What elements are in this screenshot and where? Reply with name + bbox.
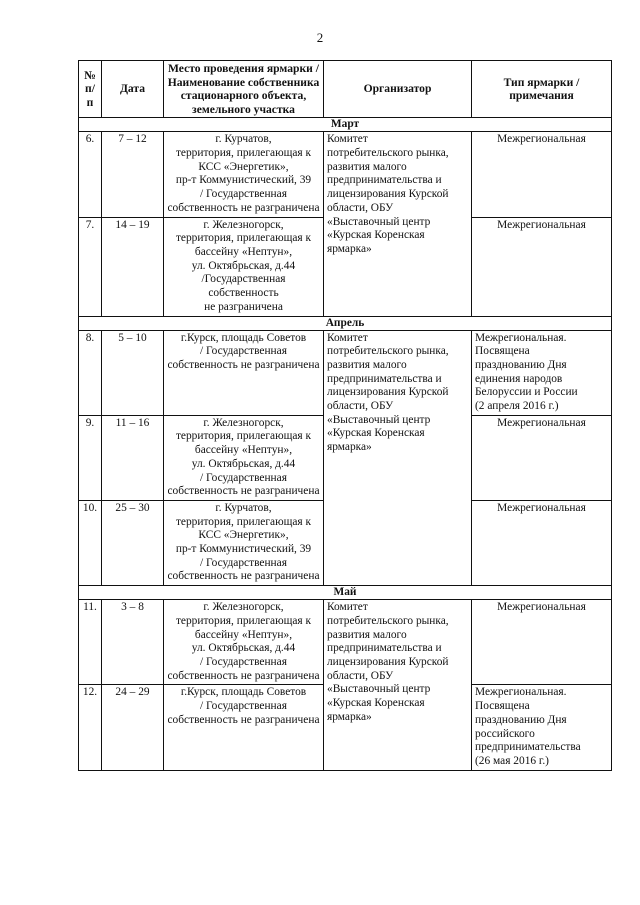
text-line: «Выставочный центр [327, 215, 431, 228]
month-row [79, 316, 612, 330]
text-line: Посвящена [475, 345, 530, 358]
text-line: Межрегиональная [497, 218, 586, 231]
text-line: ул. Октябрьская, д.44 [191, 259, 296, 272]
text-line: Комитет [327, 133, 368, 146]
row-type [472, 132, 612, 217]
row-type [472, 217, 612, 316]
header-date: Дата [102, 61, 164, 118]
row-date: 24 – 29 [102, 685, 164, 770]
row-date: 7 – 12 [102, 132, 164, 217]
text-line: г.Курск, площадь Советов [180, 686, 307, 699]
text-line: празднованию Дня [475, 713, 567, 726]
row-place [164, 132, 324, 217]
text-line: Межрегиональная [497, 501, 586, 514]
text-line: «Курская Коренская [327, 427, 425, 440]
text-line: Белоруссии и России [475, 386, 578, 399]
text-line: празднованию Дня [475, 358, 567, 371]
text-line: Межрегиональная [497, 133, 586, 146]
text-line: Комитет [327, 601, 368, 614]
text-line: собственность не разграничена [167, 713, 320, 726]
text-line: российского [475, 727, 535, 740]
text-line: лицензирования Курской [327, 655, 449, 668]
row-type [472, 600, 612, 685]
table-row [79, 330, 612, 415]
text-line: собственность не разграничена [167, 485, 320, 498]
row-place [164, 330, 324, 415]
text-line: ярмарка» [327, 243, 372, 255]
month-row [79, 118, 612, 132]
text-line: бассейну «Нептун», [194, 444, 293, 457]
header-num: № п/п [79, 61, 102, 118]
page-number: 2 [316, 30, 324, 45]
text-line: бассейну «Нептун», [194, 246, 293, 258]
month-label: Апрель [79, 316, 612, 330]
text-line: ул. Октябрьская, д.44 [191, 457, 296, 470]
text-line: лицензирования Курской [327, 386, 449, 399]
text-line: г.Курск, площадь Советов [180, 331, 307, 344]
text-line: (2 апреля 2016 г.) [475, 400, 559, 413]
text-line: / Государственная [200, 188, 287, 201]
text-line: лицензирования Курской [327, 188, 449, 201]
row-number: 9. [79, 415, 102, 500]
row-number: 8. [79, 330, 102, 415]
text-line: бассейну «Нептун», [194, 628, 293, 641]
text-line: Межрегиональная [497, 601, 586, 614]
text-line: пр-т Коммунистический, 39 [175, 543, 312, 556]
text-line: предпринимательства и [327, 372, 442, 385]
text-line: территория, прилегающая к [175, 147, 312, 160]
text-line: территория, прилегающая к [175, 515, 312, 528]
row-organizer [324, 600, 472, 770]
text-line: не разграничена [204, 300, 283, 313]
text-line: развития малого [327, 358, 407, 371]
text-line: ул. Октябрьская, д.44 [191, 642, 296, 655]
text-line: / Государственная [200, 345, 287, 358]
row-date: 3 – 8 [102, 600, 164, 685]
text-line: пр-т Коммунистический, 39 [175, 174, 312, 187]
text-line: территория, прилегающая к [175, 232, 312, 245]
schedule-body [79, 118, 612, 770]
text-line: / Государственная [200, 700, 287, 713]
row-type [472, 500, 612, 585]
text-line: Межрегиональная. [475, 686, 567, 699]
row-organizer [324, 132, 472, 316]
text-line: Межрегиональная [497, 416, 586, 429]
row-date: 14 – 19 [102, 217, 164, 316]
table-row [79, 600, 612, 685]
text-line: Посвящена [475, 700, 530, 713]
text-line: / Государственная [200, 655, 287, 668]
row-place [164, 415, 324, 500]
text-line: «Курская Коренская [327, 697, 425, 710]
row-date: 5 – 10 [102, 330, 164, 415]
text-line: ярмарка» [327, 441, 372, 454]
text-line: территория, прилегающая к [175, 430, 312, 443]
text-line: развития малого [327, 628, 407, 641]
row-number: 7. [79, 217, 102, 316]
text-line: собственность не разграничена [167, 358, 320, 371]
month-label: Май [79, 586, 612, 600]
table-row [79, 132, 612, 217]
text-line: г. Курчатов, [215, 133, 272, 146]
text-line: предпринимательства и [327, 642, 442, 655]
text-line: территория, прилегающая к [175, 614, 312, 627]
text-line: ярмарка» [327, 710, 372, 723]
text-line: потребительского рынка, [327, 614, 449, 627]
text-line: / Государственная [200, 471, 287, 484]
text-line: «Выставочный центр [327, 413, 431, 426]
row-place [164, 500, 324, 585]
text-line: «Курская Коренская [327, 229, 425, 242]
text-line: потребительского рынка, [327, 345, 449, 358]
text-line: области, ОБУ [327, 201, 394, 214]
month-label: Март [79, 118, 612, 132]
text-line: Комитет [327, 331, 368, 344]
row-place [164, 217, 324, 316]
text-line: области, ОБУ [327, 669, 394, 682]
text-line: г. Железногорск, [203, 416, 284, 429]
row-number: 12. [79, 685, 102, 770]
text-line: единения народов [475, 372, 563, 385]
month-row [79, 586, 612, 600]
row-number: 11. [79, 600, 102, 685]
text-line: (26 мая 2016 г.) [475, 754, 549, 767]
row-type [472, 685, 612, 770]
text-line: собственность не разграничена [167, 570, 320, 583]
text-line: г. Железногорск, [203, 601, 284, 614]
text-line: собственность не разграничена [167, 669, 320, 682]
text-line: г. Железногорск, [203, 218, 284, 231]
text-line: /Государственная собственность [201, 273, 286, 300]
text-line: предпринимательства [475, 741, 581, 754]
header-type: Тип ярмарки / примечания [472, 61, 612, 118]
text-line: КСС «Энергетик», [198, 529, 289, 542]
text-line: развития малого [327, 160, 407, 173]
header-place: Место проведения ярмарки / Наименование собственника стационарного объекта, земельного участка [164, 61, 324, 118]
text-line: г. Курчатов, [215, 501, 272, 514]
row-number: 6. [79, 132, 102, 217]
row-date: 25 – 30 [102, 500, 164, 585]
text-line: / Государственная [200, 556, 287, 569]
text-line: потребительского рынка, [327, 147, 449, 160]
text-line: предпринимательства и [327, 174, 442, 187]
fair-schedule-table [78, 60, 612, 771]
row-type [472, 330, 612, 415]
text-line: КСС «Энергетик», [198, 160, 289, 173]
row-organizer [324, 330, 472, 586]
text-line: «Выставочный центр [327, 683, 431, 696]
text-line: собственность не разграничена [167, 201, 320, 214]
text-line: области, ОБУ [327, 400, 394, 413]
row-type [472, 415, 612, 500]
header-organizer: Организатор [324, 61, 472, 118]
row-date: 11 – 16 [102, 415, 164, 500]
text-line: Межрегиональная. [475, 331, 567, 344]
header-row [79, 61, 612, 118]
row-number: 10. [79, 500, 102, 585]
row-place [164, 600, 324, 685]
row-place [164, 685, 324, 770]
